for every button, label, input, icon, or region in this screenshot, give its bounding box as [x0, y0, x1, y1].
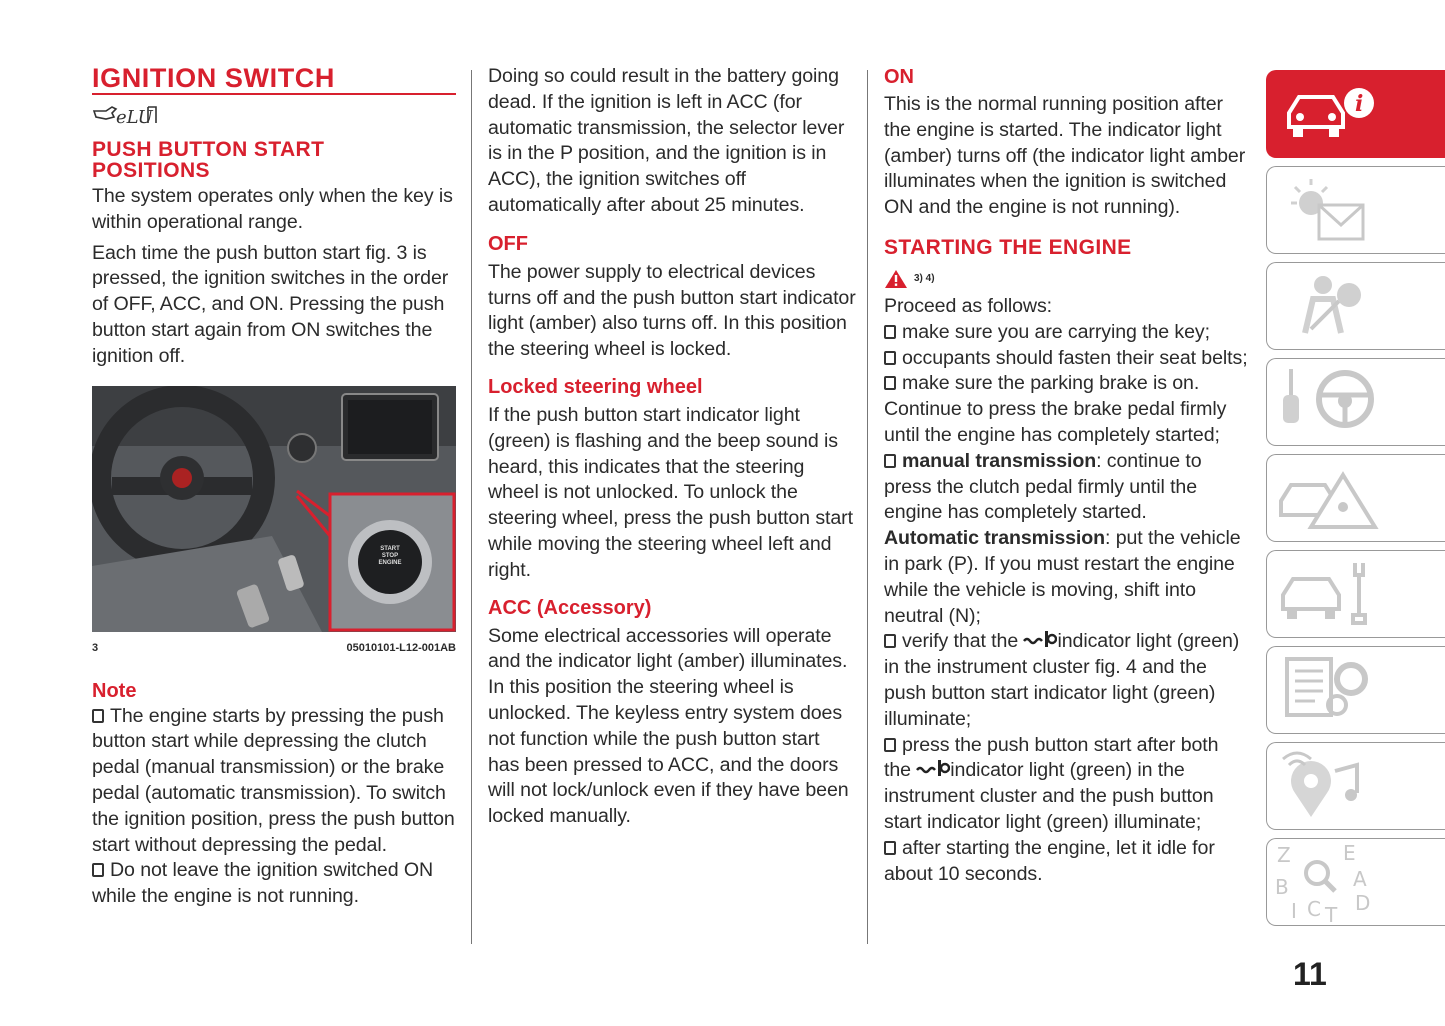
- key-indicator-icon: [916, 758, 950, 778]
- step-5-pre: verify that the: [902, 630, 1024, 653]
- tab-emergency[interactable]: [1266, 454, 1445, 542]
- checkbox-bullet-icon: [92, 709, 104, 723]
- checkbox-bullet-icon: [92, 863, 104, 877]
- on-text: This is the normal running position after the engine is started. The indicator light (amber) turns off (the indicator light amber illuminates when the ignition is switched ON and the engine is not running).: [884, 93, 1246, 219]
- tab-maintenance[interactable]: [1266, 550, 1445, 638]
- locked-heading: Locked steering wheel: [488, 375, 703, 398]
- index-letter: T: [1325, 903, 1338, 927]
- acc-text: Some electrical accessories will operate and the indicator light (amber) illuminates. In this position the steering wheel is unlocked. The keyless entry system does not function while the push button start has been pressed to ACC, and the doors will not lock/unlock even if they have been locked manually.: [488, 624, 849, 828]
- multimedia-icon: [1275, 747, 1395, 823]
- note-item-1: [92, 704, 456, 859]
- index-letter: I: [1291, 899, 1297, 923]
- page-number: 11: [1293, 956, 1327, 992]
- auto-transmission: [884, 526, 1250, 629]
- column-2: [488, 64, 856, 830]
- index-letter: D: [1355, 891, 1371, 915]
- chapter-tabs: [1266, 70, 1445, 934]
- checkbox-bullet-icon: [884, 351, 896, 365]
- subtitle-line-1: PUSH BUTTON START: [92, 138, 325, 161]
- off-heading: OFF: [488, 232, 528, 255]
- key-steering-icon: [1275, 363, 1395, 439]
- tab-safety[interactable]: [1266, 262, 1445, 350]
- step-7-text: after starting the engine, let it idle for about 10 seconds.: [884, 836, 1215, 885]
- tab-starting-driving[interactable]: [1266, 358, 1445, 446]
- svg-text:eLU: eLU: [116, 107, 153, 127]
- dashboard-illustration: [92, 386, 456, 632]
- step-3: [884, 371, 1250, 448]
- step-4-text: : continue to press the clutch pedal firmly until the engine has completely started.: [884, 449, 1202, 524]
- off-text: The power supply to electrical devices turns off and the push button start indicator light (amber) also turns off. In this position the steering wheel is locked.: [488, 260, 856, 361]
- step-3-text: make sure the parking brake is on. Continue to press the brake pedal firmly until the engine has completely started;: [884, 372, 1227, 446]
- warning-refs: 3) 4): [914, 273, 935, 285]
- warning-lights-icon: [1275, 171, 1395, 247]
- step-4-bold: manual transmission: [902, 449, 1097, 472]
- step-6-pre: press the push button start after both the: [884, 733, 1219, 782]
- step-4: [884, 449, 1250, 526]
- index-letter: Z: [1277, 843, 1291, 867]
- step-7: [884, 836, 1250, 888]
- fig-button-label: [362, 546, 418, 567]
- tab-knowing-your-car[interactable]: [1266, 70, 1445, 158]
- sequence-paragraph: Each time the push button start fig. 3 is pressed, the ignition switches in the order of OFF, ACC, and ON. Pressing the push button start again from ON switches the ignition off.: [92, 241, 449, 367]
- column-divider-2: [867, 70, 868, 944]
- warning-triangle-icon: [884, 269, 908, 289]
- note-heading: Note: [92, 679, 137, 702]
- subtitle-line-2: POSITIONS: [92, 159, 210, 182]
- car-wrench-icon: [1275, 555, 1395, 631]
- fig-button-line-2: STOP: [381, 552, 399, 559]
- tab-multimedia[interactable]: [1266, 742, 1445, 830]
- step-2-text: occupants should fasten their seat belts;: [902, 346, 1248, 369]
- note-item-2-text: Do not leave the ignition switched ON while the engine is not running.: [92, 859, 434, 908]
- checkbox-bullet-icon: [884, 634, 896, 648]
- fig-button-line-3: ENGINE: [378, 559, 402, 566]
- airbag-seatbelt-icon: [1275, 267, 1395, 343]
- index-letter: A: [1353, 867, 1367, 891]
- figure-3-dashboard-photo: [92, 386, 456, 632]
- subsection-title-push-button: [92, 139, 456, 181]
- checkbox-bullet-icon: [884, 376, 896, 390]
- car-info-icon: [1275, 75, 1395, 151]
- checkbox-bullet-icon: [884, 738, 896, 752]
- note-item-1-text: The engine starts by pressing the push button start while depressing the clutch pedal (manual transmission) or the brake pedal (automatic transmission). To switch the ignition position, press the push button start without depressing the pedal.: [92, 704, 455, 856]
- checkbox-bullet-icon: [884, 454, 896, 468]
- column-1: [92, 64, 456, 910]
- step-1: [884, 320, 1250, 346]
- step-2: [884, 346, 1250, 372]
- car-warning-triangle-icon: [1275, 459, 1395, 535]
- keyless-symbol-icon: [92, 101, 456, 129]
- auto-bold: Automatic transmission: [884, 527, 1105, 550]
- datasheet-gear-icon: [1275, 651, 1395, 727]
- proceed-text: Proceed as follows:: [884, 294, 1052, 317]
- column-divider-1: [471, 70, 472, 944]
- warning-reference: [884, 268, 1250, 290]
- step-5-post: indicator light (green) in the instrument cluster fig. 4 and the push button start indicator light (green) illuminate;: [884, 630, 1240, 730]
- column-3: [884, 64, 1250, 887]
- tab-lights-messages[interactable]: [1266, 166, 1445, 254]
- svg-text:i: i: [1355, 91, 1364, 117]
- checkbox-bullet-icon: [884, 841, 896, 855]
- note-item-2: [92, 858, 456, 910]
- key-indicator-icon: [1023, 629, 1057, 649]
- index-letters: [1275, 841, 1385, 927]
- starting-engine-heading: STARTING THE ENGINE: [884, 235, 1132, 259]
- step-1-text: make sure you are carrying the key;: [902, 320, 1210, 343]
- locked-text: If the push button start indicator light (green) is flashing and the beep sound is heard, this indicates that the steering wheel is not unlocked. To unlock the steering wheel, press the push button start while moving the steering wheel left and right.: [488, 403, 853, 581]
- figure-caption: [92, 642, 456, 654]
- auto-text: : put the vehicle in park (P). If you must restart the engine while the vehicle is moving, shift into neutral (N);: [884, 527, 1241, 627]
- fig-button-line-1: START: [380, 545, 400, 552]
- figure-number: 3: [92, 641, 99, 654]
- intro-paragraph: The system operates only when the key is within operational range.: [92, 185, 453, 233]
- magnifier-icon: [1301, 857, 1337, 893]
- tab-technical-data[interactable]: [1266, 646, 1445, 734]
- step-5: [884, 629, 1250, 732]
- figure-code: 05010101-L12-001AB: [346, 641, 456, 654]
- step-6: [884, 733, 1250, 836]
- checkbox-bullet-icon: [884, 325, 896, 339]
- continued-paragraph: Doing so could result in the battery going dead. If the ignition is left in ACC (for automatic transmission, the selector lever is in the P position, and the ignition is in ACC), the ignition switches off automatically after about 25 minutes.: [488, 65, 845, 216]
- index-letter: B: [1275, 875, 1289, 899]
- index-letter: E: [1343, 841, 1356, 865]
- tab-index[interactable]: [1266, 838, 1445, 926]
- step-6-post: indicator light (green) in the instrument cluster and the push button start indicator light (green) illuminate;: [884, 759, 1214, 833]
- index-letter: C: [1307, 897, 1321, 921]
- acc-heading: ACC (Accessory): [488, 596, 652, 619]
- on-heading: ON: [884, 66, 914, 88]
- section-title-ignition-switch: IGNITION SWITCH: [92, 64, 456, 95]
